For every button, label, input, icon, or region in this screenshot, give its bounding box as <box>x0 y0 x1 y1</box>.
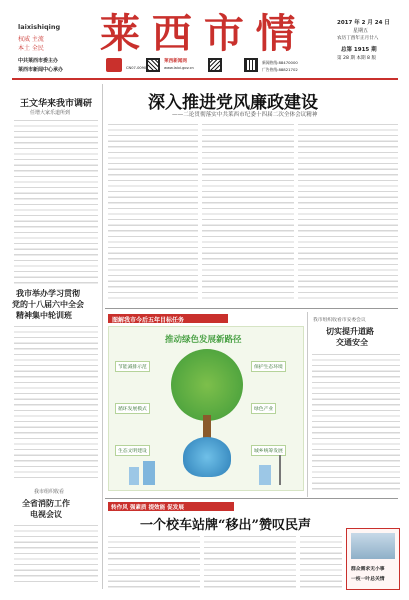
cn-code: CN07-0090 <box>126 66 147 70</box>
building-icon <box>129 467 139 485</box>
target-item: 循环发展模式 <box>115 403 150 414</box>
masthead-header <box>0 0 409 80</box>
lead-subheadline: ——二论贯彻落实中共莱西市纪委十四届二次全体会议精神 <box>172 112 318 118</box>
story-title: 电视会议 <box>30 509 62 519</box>
wind-turbine-icon <box>279 455 281 485</box>
lead-body-col2 <box>202 122 294 302</box>
story-title: 切实提升道路 <box>326 326 374 336</box>
column-divider <box>307 312 308 497</box>
header-divider <box>12 78 398 80</box>
story-title: 王文华来我市调研 <box>20 99 93 109</box>
sponsor-line1: 中共莱西市委主办 <box>18 58 59 64</box>
story-body <box>312 352 400 492</box>
pinyin-logo: laixishiqing <box>18 23 61 31</box>
news-hotline: 新闻热线:88470000 <box>262 60 298 65</box>
lead-body-col3 <box>298 122 398 302</box>
qr-code-icon <box>146 58 160 72</box>
story-title: 我市举办学习贯彻 <box>16 288 80 298</box>
sponsor-line2: 莱西市新闻中心承办 <box>18 67 64 73</box>
story-kicker: 我市组织收看市安委会议 <box>313 318 366 323</box>
story-title: 精神集中轮训班 <box>16 310 72 320</box>
column-divider <box>102 84 103 589</box>
issue-week: 第 28 期 本期 8 版 <box>337 56 377 61</box>
story-subtitle: 任增大家乐道所到 <box>30 110 71 116</box>
target-item: 节能减排示范 <box>115 361 150 372</box>
slogan-line1: 权威 主流 <box>18 36 44 43</box>
weekday: 星期五 <box>353 28 369 34</box>
infographic-panel <box>108 326 304 491</box>
story-kicker: 我市组织收看 <box>34 489 65 495</box>
bottom-body-col2 <box>204 534 296 590</box>
globe-icon <box>183 437 231 477</box>
target-item: 城乡统筹发展 <box>251 445 286 456</box>
story-title: 全省消防工作 <box>22 498 70 508</box>
target-item: 保护生态环境 <box>251 361 286 372</box>
lead-headline: 深入推进党风廉政建设 <box>148 93 318 113</box>
bottom-kicker: 转作风 强素质 提效能 促发展 <box>111 505 184 511</box>
building-icon <box>143 461 155 485</box>
section-divider <box>105 498 398 499</box>
qr-code-icon <box>244 58 258 72</box>
bottom-body-col1 <box>108 534 200 590</box>
qr-code-icon <box>208 58 222 72</box>
wechat-caption: 莱西新闻网 <box>164 59 187 64</box>
target-item: 绿色产业 <box>251 403 276 414</box>
promo-photo <box>351 533 395 559</box>
website: www.laixi.gov.cn <box>164 66 194 70</box>
bottom-headline: 一个校车站牌“移出”赞叹民声 <box>140 518 311 533</box>
promo-line2: 一枝一叶总关情 <box>351 576 385 582</box>
newsroom-logo <box>106 58 122 72</box>
lunar-date: 农历丁酉年正月廿八 <box>337 36 379 41</box>
bottom-body-col3 <box>300 534 342 590</box>
building-icon <box>259 465 271 485</box>
masthead-title: 莱 西 市 情 <box>100 10 295 57</box>
section-divider <box>105 308 398 309</box>
target-item: 生态文明建设 <box>115 445 150 456</box>
story-body <box>14 118 98 286</box>
story-body <box>14 523 98 585</box>
story-title: 党的十八届六中全会 <box>12 299 84 309</box>
infographic-kicker: 图解我市今后五年目标任务 <box>112 317 185 324</box>
issue-date: 2017 年 2 月 24 日 <box>337 20 390 26</box>
lead-body-col1 <box>108 122 198 302</box>
promo-line1: 群众需求无小事 <box>351 566 385 572</box>
slogan-line2: 本土 全民 <box>18 45 44 52</box>
story-body <box>14 324 98 480</box>
infographic-title: 推动绿色发展新路径 <box>165 335 242 345</box>
issue-total: 总第 1915 期 <box>341 47 377 53</box>
ad-hotline: 广告热线:88821702 <box>262 67 298 72</box>
tree-canopy-icon <box>171 349 243 421</box>
story-title: 交通安全 <box>336 337 368 347</box>
promo-box <box>346 528 400 590</box>
